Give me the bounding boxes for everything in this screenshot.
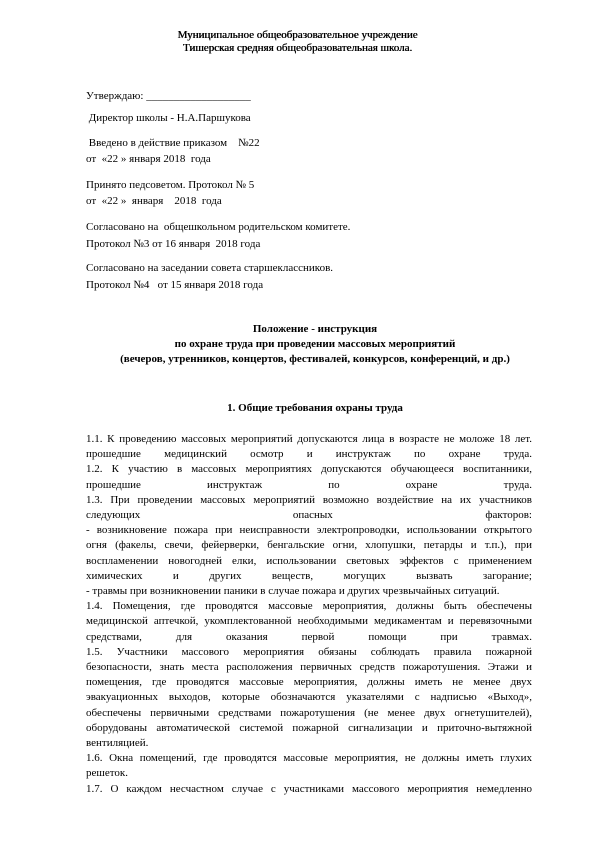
seniors-line-1: Согласовано на заседании совета старшеклассников.: [86, 262, 334, 274]
body-line: помещения, где проводятся массовые мероприятия, должны иметь не менее двух: [86, 676, 532, 689]
body-line: медицинской аптечкой, укомплектованной необходимыми медикаментам и перевязочными: [86, 615, 532, 628]
body-line: следующих опасных факторов:: [86, 509, 532, 522]
title-line-3: (вечеров, утренников, концертов, фестивалей, конкурсов, конференций, и др.): [120, 353, 510, 365]
director-line: Директор школы - Н.А.Паршукова: [86, 112, 251, 124]
body-line: средствами, для оказания первой помощи при травмах.: [86, 630, 532, 643]
body-line: прошедшие медицинский осмотр и инструктаж по охране труда.: [86, 448, 532, 461]
body-line: - возникновение пожара при неисправности электропроводки, использовании открытого: [86, 524, 532, 537]
title-line-2: по охране труда при проведении массовых мероприятий: [174, 338, 456, 350]
body-line: 1.3. При проведении массовых мероприятий возможно воздействие на их участников: [86, 493, 532, 506]
council-line-2: от «22 » января 2018 года: [86, 195, 222, 207]
body-line: воспламенении новогодней елки, использовании световых эффектов с применением: [86, 554, 532, 567]
seniors-line-2: Протокол №4 от 15 января 2018 года: [86, 279, 264, 291]
body-line: 1.4. Помещения, где проводятся массовые мероприятия, должны быть обеспечены: [86, 600, 532, 613]
body-line: 1.5. Участники массового мероприятия обязаны соблюдать правила пожарной: [86, 645, 532, 658]
document-title: [0, 322, 595, 367]
section-body: [86, 432, 532, 797]
body-line: 1.6. Окна помещений, где проводятся массовые мероприятия, не должны иметь глухих: [86, 752, 532, 765]
body-line: - травмы при возникновении паники в случае пожара и других чрезвычайных ситуаций.: [86, 585, 500, 598]
body-line: 1.2. К участию в массовых мероприятиях допускаются обучающееся воспитанники,: [86, 463, 532, 476]
body-line: прошедшие инструктаж по охране труда.: [86, 478, 532, 491]
header-line-2: Тишерская средняя общеобразовательная школа.: [182, 42, 413, 54]
body-line: эвакуационных выходов, которые обозначаются указателями с надписью «Выход»,: [86, 691, 532, 704]
title-line-1: Положение - инструкция: [252, 323, 378, 335]
school-header: [0, 29, 595, 55]
approve-line: Утверждаю: ___________________: [86, 90, 251, 102]
body-line: химических и других веществ, могущих вызвать загорание;: [86, 569, 532, 582]
header-line-1: Муниципальное общеобразовательное учреждение: [177, 29, 418, 41]
order-line-2: от «22 » января 2018 года: [86, 153, 211, 165]
body-line: безопасности, знать места расположения первичных средств пожаротушения. Этажи и: [86, 661, 532, 674]
body-line: вентиляцией.: [86, 737, 149, 750]
body-line: решеток.: [86, 767, 128, 780]
body-line: огня (факелы, свечи, фейерверки, бенгальские огни, хлопушки, петарды и т.п.), при: [86, 539, 532, 552]
body-line: 1.1. К проведению массовых мероприятий допускаются лица в возрасте не моложе 18 лет.: [86, 433, 532, 445]
section-heading: 1. Общие требования охраны труда: [227, 402, 403, 414]
body-line: 1.7. О каждом несчастном случае с участниками массового мероприятия немедленно: [86, 782, 532, 795]
parents-line-1: Согласовано на общешкольном родительском комитете.: [86, 221, 351, 233]
body-line: обеспечены первичными средствами пожаротушения (не менее двух огнетушителей),: [86, 706, 532, 719]
order-line-1: Введено в действие приказом №22: [86, 137, 260, 149]
parents-line-2: Протокол №3 от 16 января 2018 года: [86, 238, 261, 250]
council-line-1: Принято педсоветом. Протокол № 5: [86, 179, 255, 191]
body-line: оборудованы автоматической системой пожарной сигнализации и приточно-вытяжной: [86, 721, 532, 734]
